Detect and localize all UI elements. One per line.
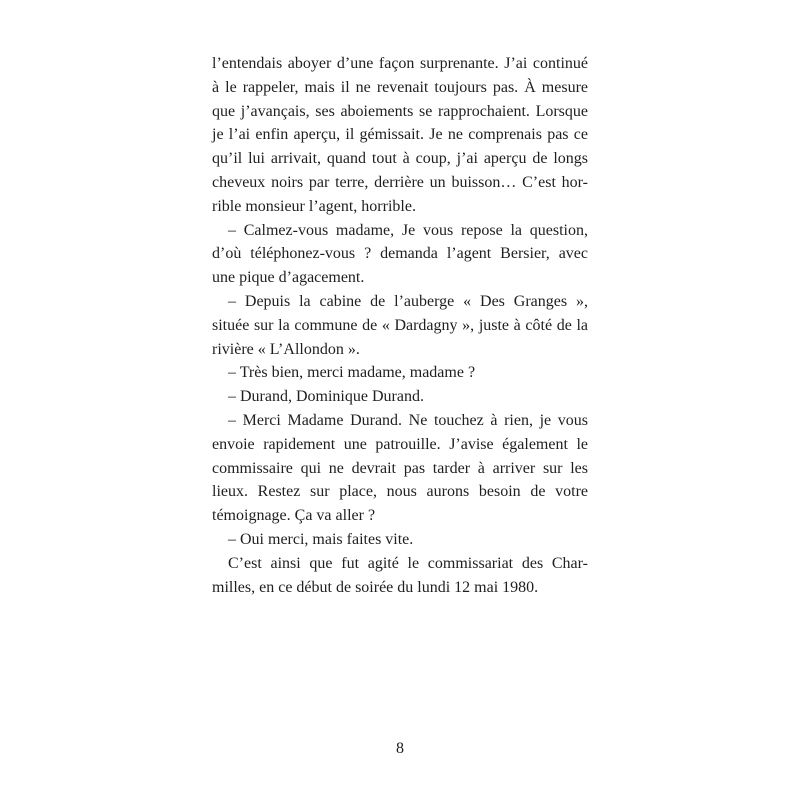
text-line: rible monsieur l’agent, horrible. [212, 197, 416, 215]
text-line: commissaire qui ne devrait pas tarder à arriver sur les [212, 459, 588, 477]
text-line: – Merci Madame Durand. Ne touchez à rien, je vous [228, 411, 588, 429]
text-line: à le rappeler, mais il ne revenait toujours pas. À mesure [212, 78, 588, 96]
body-text [212, 52, 588, 599]
text-line: qu’il lui arrivait, quand tout à coup, j’ai aperçu de longs [212, 150, 588, 168]
text-line: rivière « L’Allondon ». [212, 340, 360, 358]
text-line: envoie rapidement une patrouille. J’avise également le [212, 435, 588, 453]
text-line: d’où téléphonez-vous ? demanda l’agent Bersier, avec [212, 245, 588, 263]
text-line: je l’ai enfin aperçu, il gémissait. Je ne comprenais pas ce [212, 126, 588, 144]
text-line: – Oui merci, mais faites vite. [228, 530, 414, 548]
text-line: – Calmez-vous madame, Je vous repose la question, [228, 221, 588, 239]
text-line: C’est ainsi que fut agité le commissariat des Char- [228, 554, 588, 572]
text-line: située sur la commune de « Dardagny », juste à côté de la [212, 316, 588, 334]
text-line: l’entendais aboyer d’une façon surprenante. J’ai continué [212, 55, 588, 72]
text-line: cheveux noirs par terre, derrière un buisson… C’est hor- [212, 173, 588, 191]
text-line: milles, en ce début de soirée du lundi 12 mai 1980. [212, 578, 539, 596]
text-line: lieux. Restez sur place, nous aurons besoin de votre [212, 483, 588, 501]
text-line: – Depuis la cabine de l’auberge « Des Granges », [228, 292, 588, 310]
text-line: témoignage. Ça va aller ? [212, 507, 376, 525]
page-number: 8 [396, 740, 404, 757]
text-line: que j’avançais, ses aboiements se rapprochaient. Lorsque [212, 102, 588, 120]
text-line: – Durand, Dominique Durand. [228, 388, 424, 406]
text-line: une pique d’agacement. [212, 269, 365, 287]
text-line: – Très bien, merci madame, madame ? [228, 364, 476, 382]
